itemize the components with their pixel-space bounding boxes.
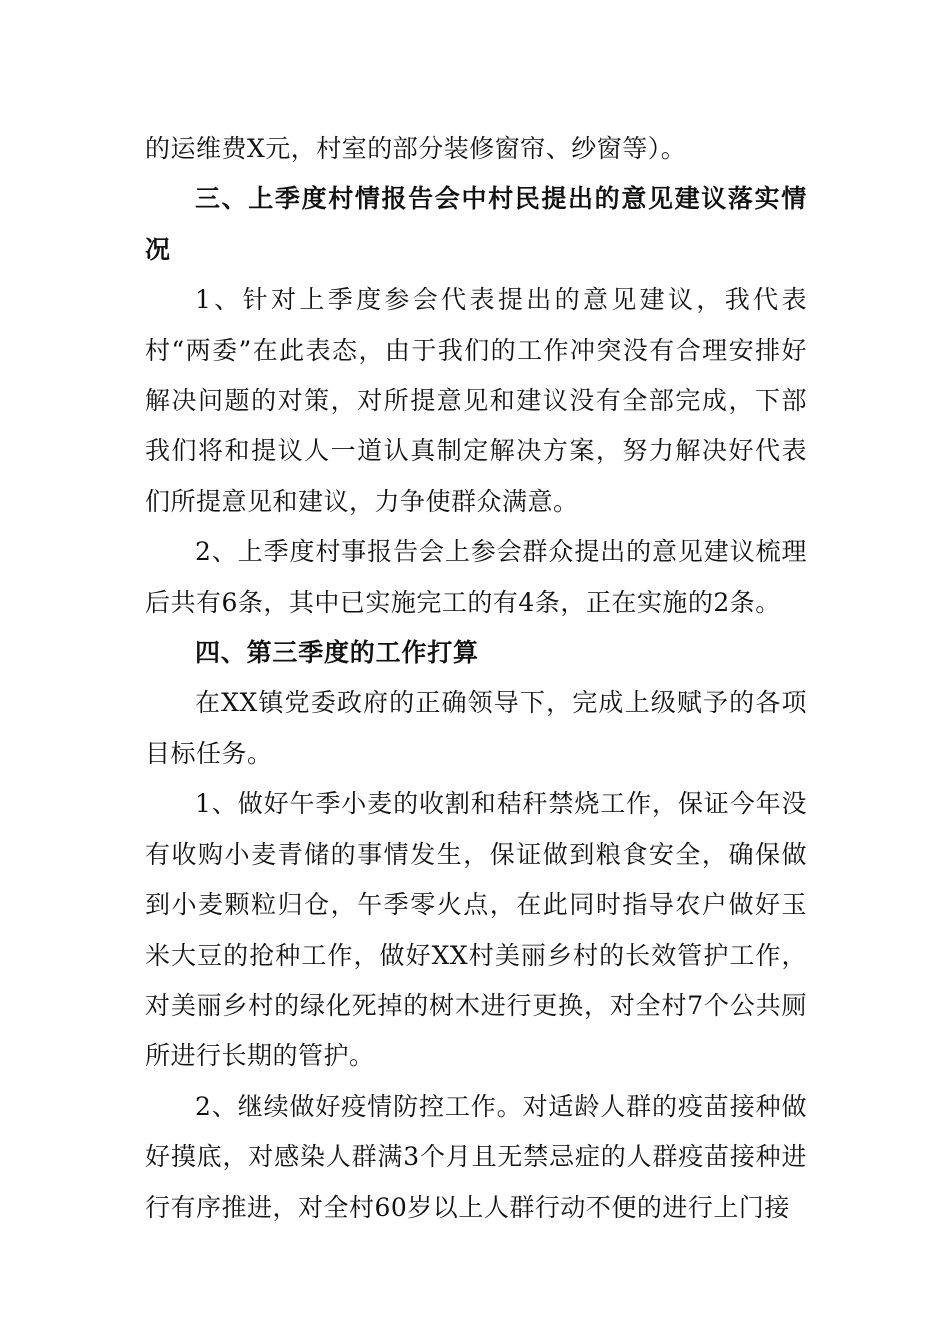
section-4-item-1: 1、做好午季小麦的收割和秸秆禁烧工作，保证今年没有收购小麦青储的事情发生，保证做到粮食安全，确保做到小麦颗粒归仓，午季零火点，在此同时指导农户做好玉米大豆的抢种工作，做好XX村美丽乡村的长效管护工作，对美丽乡村的绿化死掉的树木进行更换，对全村7个公共厕所进行长期的管护。: [145, 789, 807, 1071]
section-3-item-2: 2、上季度村事报告会上参会群众提出的意见建议梳理后共有6条，其中已实施完工的有4条，正在实施的2条。: [145, 537, 807, 617]
document-page: [145, 124, 807, 1233]
section-4-heading: 四、第三季度的工作打算: [195, 638, 479, 668]
section-4-intro: 在XX镇党委政府的正确领导下，完成上级赋予的各项目标任务。: [145, 688, 807, 768]
continuation-paragraph: 的运维费X元，村室的部分装修窗帘、纱窗等）。: [145, 134, 687, 163]
section-3-item-1: 1、针对上季度参会代表提出的意见建议，我代表村“两委”在此表态，由于我们的工作冲突没有合理安排好解决问题的对策，对所提意见和建议没有全部完成，下部我们将和提议人一道认真制定解决方案，努力解决好代表们所提意见和建议，力争使群众满意。: [145, 285, 807, 516]
section-4-item-2: 2、继续做好疫情防控工作。对适龄人群的疫苗接种做好摸底，对感染人群满3个月且无禁忌症的人群疫苗接种进行有序推进，对全村60岁以上人群行动不便的进行上门接: [145, 1091, 807, 1222]
section-3-heading: 三、上季度村情报告会中村民提出的意见建议落实情况: [145, 184, 807, 264]
